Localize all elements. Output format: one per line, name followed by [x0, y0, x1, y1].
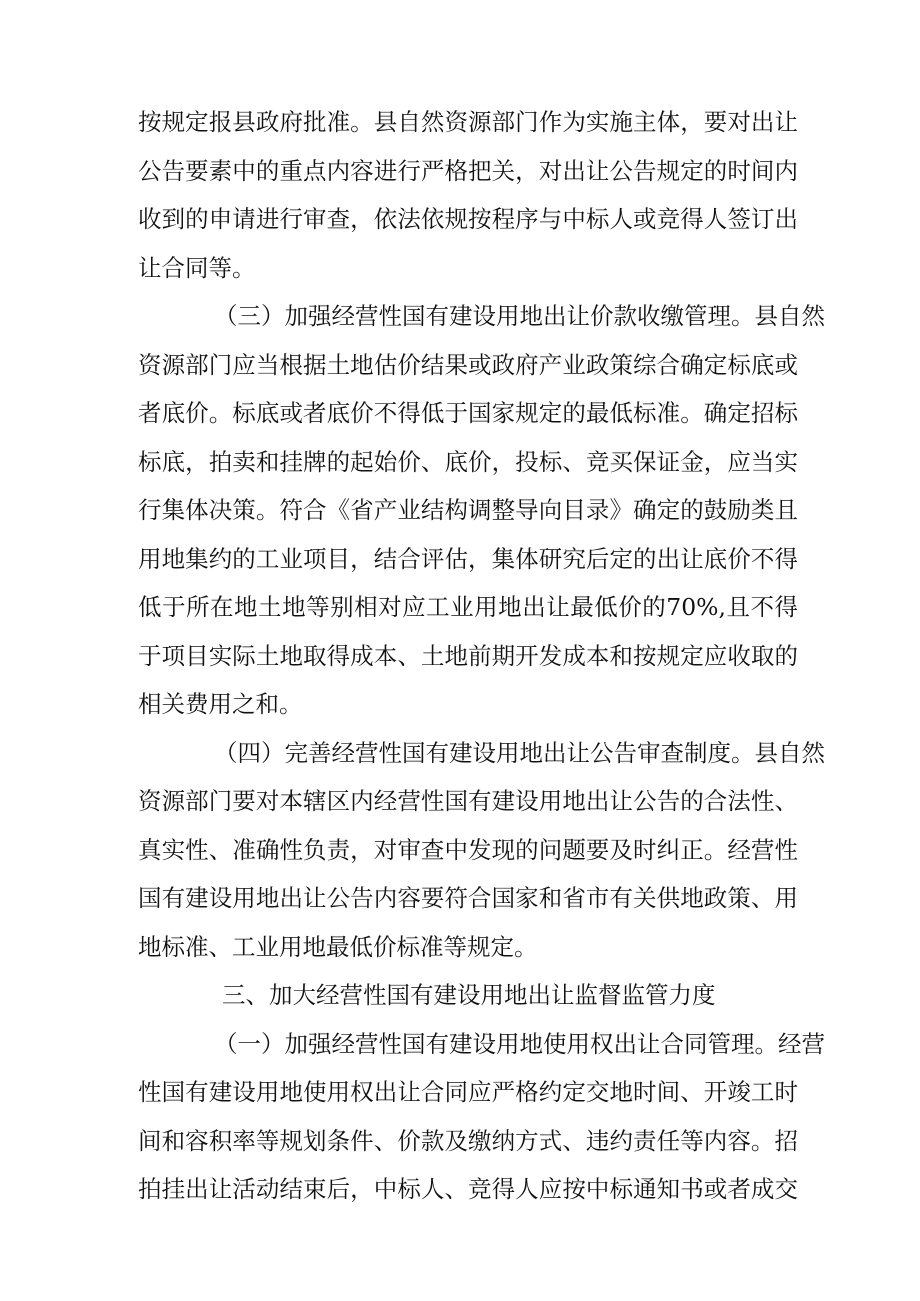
body-line: 资源部门应当根据土地估价结果或政府产业政策综合确定标底或	[138, 350, 798, 379]
body-line: 性国有建设用地使用权出让合同应严格约定交地时间、开竣工时	[138, 1078, 798, 1106]
paragraph-start-line: （三）加强经营性国有建设用地出让价款收缴管理。县自然	[214, 302, 825, 330]
body-line: 间和容积率等规划条件、价款及缴纳方式、违约责任等内容。招	[138, 1126, 798, 1155]
body-line: 国有建设用地出让公告内容要符合国家和省市有关供地政策、用	[138, 884, 798, 912]
body-line: 低于所在地土地等别相对应工业用地出让最低价的70%,且不得	[138, 593, 798, 621]
body-line: 者底价。标底或者底价不得低于国家规定的最低标准。确定招标	[138, 399, 798, 427]
paragraph-start-line: （四）完善经营性国有建设用地出让公告审查制度。县自然	[214, 738, 825, 767]
body-line: 真实性、准确性负责，对审查中发现的问题要及时纠正。经营性	[138, 835, 798, 864]
paragraph-start-line: （一）加强经营性国有建设用地使用权出让合同管理。经营	[214, 1029, 825, 1058]
body-line: 资源部门要对本辖区内经营性国有建设用地出让公告的合法性、	[138, 787, 798, 815]
body-line: 行集体决策。符合《省产业结构调整导向目录》确定的鼓励类且	[138, 496, 798, 524]
body-line: 收到的申请进行审查，依法依规按程序与中标人或竞得人签订出	[138, 205, 798, 233]
body-line: 相关费用之和。	[138, 690, 303, 718]
body-line: 于项目实际土地取得成本、土地前期开发成本和按规定应收取的	[138, 641, 798, 670]
section-heading: 三、加大经营性国有建设用地出让监督监管力度	[222, 981, 716, 1009]
body-line: 标底，拍卖和挂牌的起始价、底价，投标、竞买保证金，应当实	[138, 447, 798, 476]
body-line: 让合同等。	[138, 253, 256, 282]
body-line: 按规定报县政府批准。县自然资源部门作为实施主体，要对出让	[138, 108, 798, 136]
body-line: 用地集约的工业项目，结合评估，集体研究后定的出让底价不得	[138, 544, 798, 573]
body-line: 地标准、工业用地最低价标准等规定。	[138, 932, 538, 961]
body-line: 公告要素中的重点内容进行严格把关，对出让公告规定的时间内	[138, 156, 798, 185]
body-line: 拍挂出让活动结束后，中标人、竞得人应按中标通知书或者成交	[138, 1175, 798, 1203]
document-body	[138, 98, 825, 1214]
